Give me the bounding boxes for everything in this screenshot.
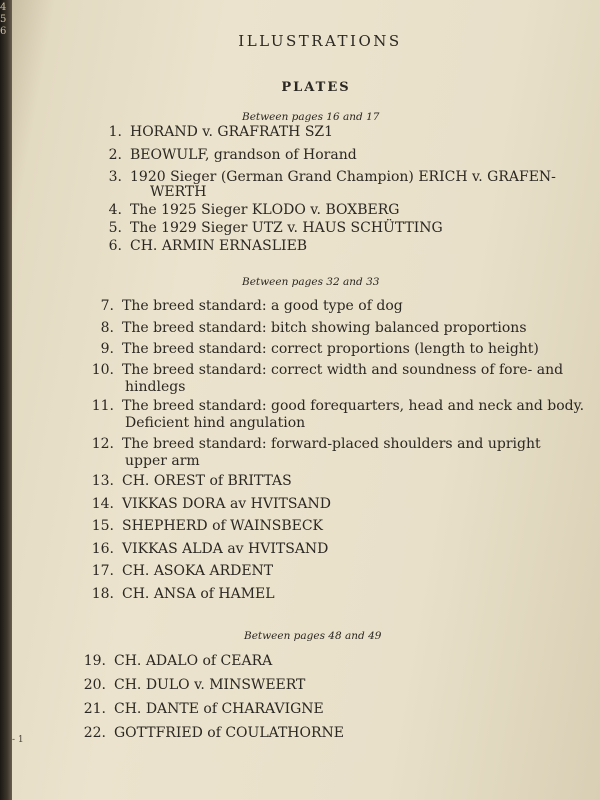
item-number: 22. [83, 725, 106, 741]
item-continuation: Deficient hind angulation [125, 415, 306, 431]
item-text: The 1929 Sieger UTZ v. HAUS SCHÜTTING [130, 220, 443, 236]
item-number: 21. [83, 701, 106, 717]
item-text: CH. OREST of BRITTAS [122, 473, 292, 489]
item-text: VIKKAS ALDA av HVITSAND [122, 541, 329, 557]
item-text: The breed standard: correct proportions (length to height) [122, 341, 539, 357]
item-text: CH. ARMIN ERNASLIEB [130, 238, 308, 254]
item-number: 4. [108, 202, 122, 218]
item-number: 12. [91, 436, 114, 452]
book-page [12, 0, 600, 800]
page-title: ILLUSTRATIONS [238, 32, 402, 50]
item-continuation: hindlegs [125, 379, 186, 395]
section-label: Between pages 48 and 49 [244, 630, 382, 642]
item-text: 1920 Sieger (German Grand Champion) ERICH v. GRAFEN- [130, 169, 556, 185]
item-number: 5. [108, 220, 122, 236]
item-number: 2. [108, 147, 122, 163]
item-text: CH. DULO v. MINSWEERT [114, 677, 306, 693]
item-text: The 1925 Sieger KLODO v. BOXBERG [130, 202, 400, 218]
item-number: 11. [91, 398, 114, 414]
section-label: Between pages 32 and 33 [242, 276, 380, 288]
item-number: 1. [108, 124, 122, 140]
item-text: GOTTFRIED of COULATHORNE [114, 725, 345, 741]
item-text: The breed standard: forward-placed shoulders and upright [122, 436, 541, 452]
item-number: 7. [100, 298, 114, 314]
item-number: 15. [91, 518, 114, 534]
item-text: HORAND v. GRAFRATH SZ1 [130, 124, 334, 140]
item-number: 6. [108, 238, 122, 254]
item-number: 9. [100, 341, 114, 357]
section-label: Between pages 16 and 17 [242, 111, 380, 123]
item-text: The breed standard: good forequarters, head and neck and body. [122, 398, 585, 414]
margin-mark: - 1 [12, 735, 24, 745]
item-text: The breed standard: a good type of dog [122, 298, 403, 314]
previous-page-edge-glyphs [0, 2, 10, 38]
item-text: CH. DANTE of CHARAVIGNE [114, 701, 324, 717]
item-text: The breed standard: correct width and soundness of fore- and [122, 362, 564, 378]
item-text: CH. ASOKA ARDENT [122, 563, 274, 579]
item-number: 10. [91, 362, 114, 378]
item-number: 19. [83, 653, 106, 669]
item-number: 14. [91, 496, 114, 512]
item-number: 13. [91, 473, 114, 489]
item-text: BEOWULF, grandson of Horand [130, 147, 357, 163]
edge-glyph: 4 [0, 2, 7, 13]
item-text: CH. ADALO of CEARA [114, 653, 273, 669]
item-number: 17. [91, 563, 114, 579]
item-text: VIKKAS DORA av HVITSAND [122, 496, 332, 512]
plates-heading: PLATES [281, 80, 351, 95]
item-continuation: WERTH [150, 184, 207, 200]
item-text: The breed standard: bitch showing balanced proportions [122, 320, 527, 336]
item-number: 8. [100, 320, 114, 336]
book-spine-edge [0, 0, 12, 800]
item-text: CH. ANSA of HAMEL [122, 586, 275, 602]
item-text: SHEPHERD of WAINSBECK [122, 518, 323, 534]
item-continuation: upper arm [125, 453, 200, 469]
item-number: 20. [83, 677, 106, 693]
item-number: 16. [91, 541, 114, 557]
item-number: 18. [91, 586, 114, 602]
item-number: 3. [108, 169, 122, 185]
edge-glyph: 5 [0, 14, 7, 25]
edge-glyph: 6 [0, 26, 7, 37]
